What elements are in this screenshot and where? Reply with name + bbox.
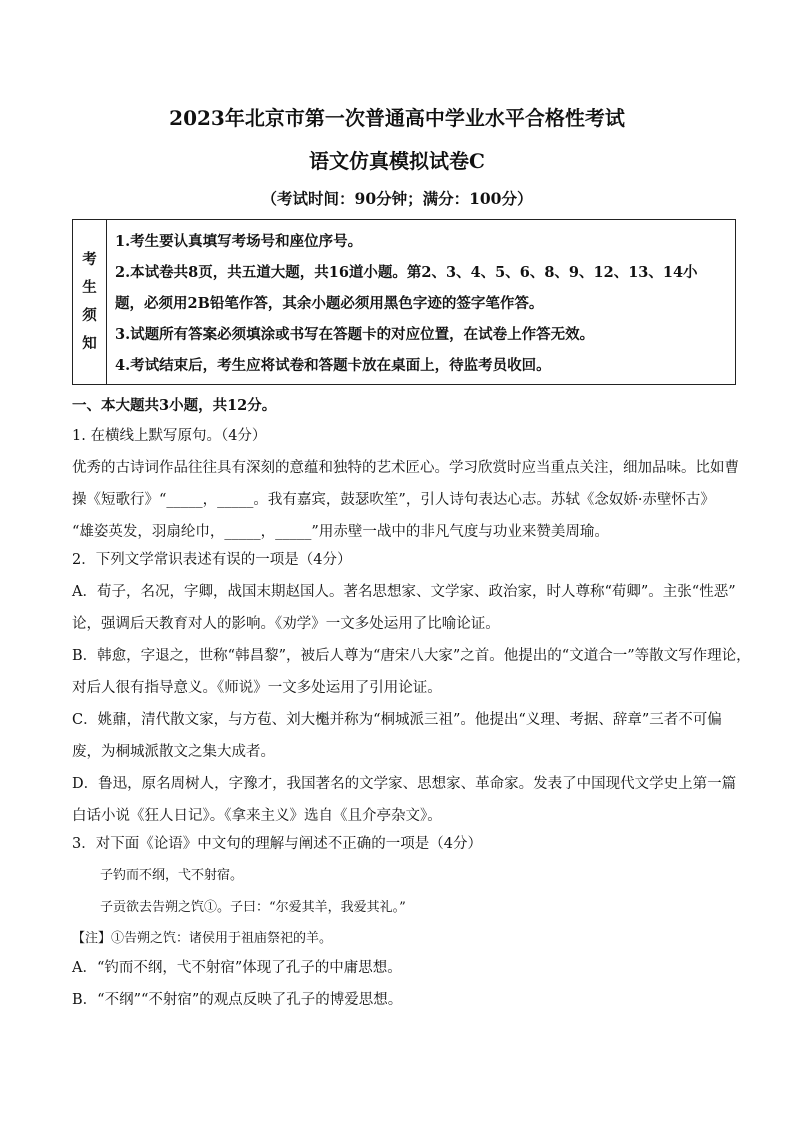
notice-label-char: 考 [82, 251, 97, 268]
option-line: 白话小说《狂人日记》。《拿来主义》选自《且介亭杂文》。 [72, 808, 442, 824]
notice-label [73, 220, 107, 384]
question-2 [72, 544, 751, 832]
classical-quote: 子贡欲去告朔之饩①。子曰：“尔爱其羊，我爱其礼。” [100, 900, 406, 915]
notice-label-char: 须 [82, 307, 97, 324]
notice-content [115, 226, 731, 381]
question-3-stem [72, 828, 736, 860]
notice-line: 题，必须用2B铅笔作答，其余小题必须用黑色字迹的签字笔作答。 [115, 295, 544, 312]
question-stem: 1. 在横线上默写原句。（4分） [72, 428, 267, 444]
question-stem: 3．对下面《论语》中文句的理解与阐述不正确的一项是（4分） [72, 836, 482, 852]
option-line: B．韩愈，字退之，世称“韩昌黎”，被后人尊为“唐宋八大家”之首。他提出的“文道合一”等散文写作理论， [72, 648, 751, 664]
annotation-note: 【注】①告朔之饩：诸侯用于祖庙祭祀的羊。 [72, 931, 333, 946]
notice-line: 3.试题所有答案必须填涂或书写在答题卡的对应位置，在试卷上作答无效。 [115, 326, 595, 343]
notice-line: 4.考试结束后，考生应将试卷和答题卡放在桌面上，待监考员收回。 [115, 357, 551, 374]
option-line: B．“不纲”“不射宿”的观点反映了孔子的博爱思想。 [72, 992, 403, 1008]
question-text-line: “雄姿英发，羽扇纶巾，_____，_____”用赤壁一战中的非凡气度与功业来赞美周瑜。 [72, 524, 609, 540]
notice-label-char: 知 [82, 335, 97, 352]
question-text-line: 操《短歌行》“_____，_____。我有嘉宾，鼓瑟吹笙”，引人诗句表达心志。苏轼《念奴娇·赤壁怀古》 [72, 492, 715, 508]
exam-title: 2023年北京市第一次普通高中学业水平合格性考试 [169, 106, 625, 130]
question-stem: 2．下列文学常识表述有误的一项是（4分） [72, 552, 352, 568]
option-line: 对后人很有指导意义。《师说》一文多处运用了引用论证。 [72, 680, 442, 696]
question-1 [72, 420, 739, 548]
exam-info: （考试时间：90分钟；满分：100分） [261, 189, 533, 208]
classical-quote: 子钓而不纲，弋不射宿。 [100, 868, 244, 883]
option-line: 废，为桐城派散文之集大成者。 [72, 744, 275, 760]
exam-subtitle: 语文仿真模拟试卷C [309, 149, 485, 173]
option-line: A．荀子，名况，字卿，战国末期赵国人。著名思想家、文学家、政治家，时人尊称“荀卿”。主张“性恶” [72, 584, 736, 600]
section-heading: 一、本大题共3小题，共12分。 [72, 397, 277, 414]
notice-line: 2.本试卷共8页，共五道大题，共16道小题。第2、3、4、5、6、8、9、12、13、14小 [115, 264, 698, 281]
notice-line: 1.考生要认真填写考场号和座位序号。 [115, 233, 363, 250]
notice-label-char: 生 [82, 279, 97, 296]
option-line: A．“钓而不纲，弋不射宿”体现了孔子的中庸思想。 [72, 960, 402, 976]
question-3-options [72, 952, 736, 1016]
option-line: C．姚鼐，清代散文家，与方苞、刘大櫆并称为“桐城派三祖”。他提出“义理、考据、辞章”三者不可偏 [72, 712, 722, 728]
notice-box [72, 219, 736, 385]
option-line: D．鲁迅，原名周树人，字豫才，我国著名的文学家、思想家、革命家。发表了中国现代文学史上第一篇 [72, 776, 737, 792]
option-line: 论，强调后天教育对人的影响。《劝学》一文多处运用了比喻论证。 [72, 616, 500, 632]
question-text-line: 优秀的古诗词作品往往具有深刻的意蕴和独特的艺术匠心。学习欣赏时应当重点关注，细加品味。比如曹 [72, 460, 739, 476]
